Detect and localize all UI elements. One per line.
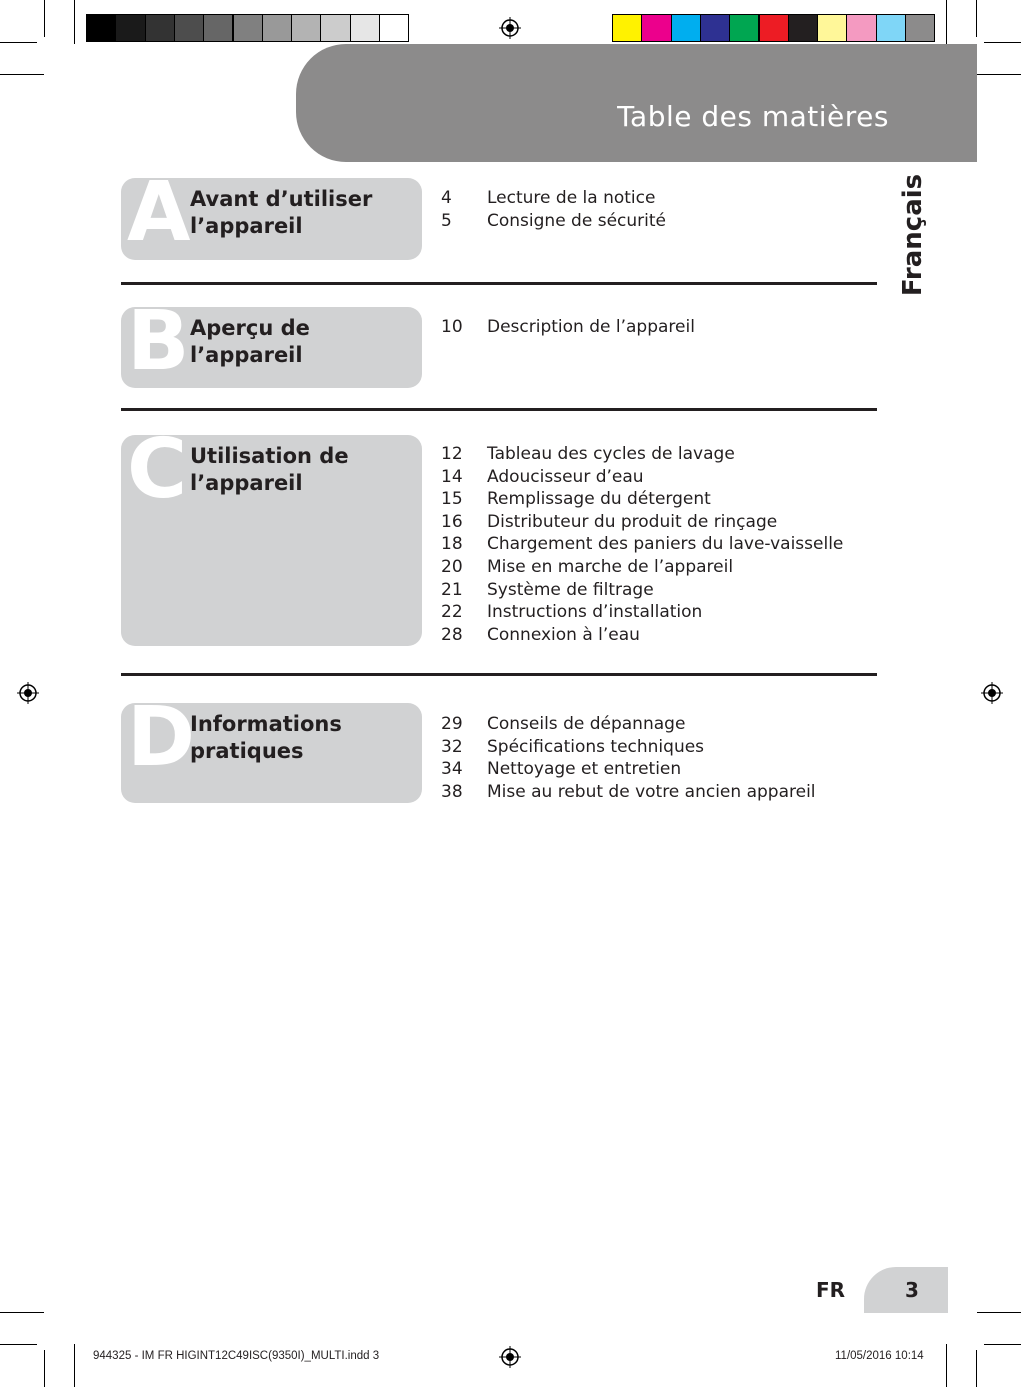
crop-mark [44, 0, 45, 37]
toc-entry-title: Mise au rebut de votre ancien appareil [487, 781, 816, 802]
crop-mark [0, 42, 37, 43]
color-swatch [876, 14, 906, 42]
section-b-box [121, 307, 422, 388]
section-title: Avant d’utiliser l’appareil [190, 187, 373, 238]
section-letter: A [127, 178, 191, 260]
footer-language: FR [816, 1278, 846, 1302]
color-swatch [729, 14, 759, 42]
registration-mark-icon [499, 17, 521, 39]
toc-page-number: 14 [441, 466, 463, 487]
color-swatch [115, 14, 145, 42]
toc-entry[interactable] [441, 443, 843, 466]
section-b-entries [441, 316, 695, 339]
toc-page-number: 38 [441, 781, 463, 802]
section-letter: B [127, 307, 190, 388]
toc-entry[interactable] [441, 713, 816, 736]
color-swatch [905, 14, 935, 42]
color-swatch [350, 14, 380, 42]
color-swatch [320, 14, 350, 42]
color-swatch [817, 14, 847, 42]
color-swatch [145, 14, 175, 42]
language-side-tab: Français [898, 173, 928, 297]
section-divider [121, 282, 877, 285]
toc-entry[interactable] [441, 758, 816, 781]
toc-entry-title: Mise en marche de l’appareil [487, 556, 734, 577]
section-title: Informations pratiques [190, 712, 342, 763]
section-a-entries [441, 187, 666, 232]
toc-entry-title: Conseils de dépannage [487, 714, 686, 734]
toc-entry[interactable] [441, 781, 816, 804]
crop-mark [946, 1344, 947, 1387]
crop-mark [44, 1350, 45, 1387]
toc-page-number: 29 [441, 714, 463, 734]
page-title: Table des matières [617, 100, 889, 133]
file-slug: 944325 - IM FR HIGINT12C49ISC(9350I)_MULTI.indd 3 [93, 1350, 380, 1362]
toc-entry-title: Chargement des paniers du lave-vaisselle [487, 534, 844, 555]
color-swatch [262, 14, 292, 42]
toc-page-number: 18 [441, 534, 463, 555]
color-swatch [759, 14, 789, 42]
toc-entry-title: Distributeur du produit de rinçage [487, 511, 778, 532]
crop-mark [977, 1312, 1021, 1313]
registration-mark-icon [499, 1346, 521, 1368]
toc-page-number: 34 [441, 759, 463, 780]
toc-page-number: 32 [441, 736, 463, 757]
toc-entry-title: Lecture de la notice [487, 188, 656, 208]
toc-page-number: 20 [441, 556, 463, 577]
toc-entry[interactable] [441, 533, 843, 556]
section-divider [121, 408, 877, 411]
toc-page-number: 5 [441, 210, 452, 231]
crop-mark [946, 0, 947, 44]
toc-entry-title: Système de filtrage [487, 579, 654, 600]
section-c-entries [441, 443, 843, 646]
color-swatch [846, 14, 876, 42]
toc-entry[interactable] [441, 624, 843, 647]
page-number: 3 [905, 1278, 919, 1302]
toc-page-number: 22 [441, 602, 463, 623]
crop-mark [0, 74, 44, 75]
color-swatch [671, 14, 701, 42]
toc-entry-title: Connexion à l’eau [487, 624, 640, 645]
section-title: Aperçu de l’appareil [190, 316, 310, 367]
section-c-box [121, 435, 422, 646]
section-letter: C [127, 435, 188, 517]
crop-mark [0, 1312, 44, 1313]
color-swatch [233, 14, 263, 42]
section-title: Utilisation de l’appareil [190, 444, 349, 495]
toc-entry-title: Description de l’appareil [487, 317, 695, 337]
toc-page-number: 12 [441, 444, 463, 464]
section-divider [121, 673, 877, 676]
color-swatch [700, 14, 730, 42]
section-a-box [121, 178, 422, 260]
color-swatch [291, 14, 321, 42]
toc-page-number: 21 [441, 579, 463, 600]
toc-entry[interactable] [441, 488, 843, 511]
toc-entry[interactable] [441, 579, 843, 602]
toc-page-number: 10 [441, 317, 463, 337]
section-d-entries [441, 713, 816, 803]
color-swatch [641, 14, 671, 42]
color-swatch [174, 14, 204, 42]
color-swatch [86, 14, 116, 42]
toc-entry-title: Consigne de sécurité [487, 210, 666, 231]
toc-entry[interactable] [441, 466, 843, 489]
toc-page-number: 15 [441, 489, 463, 510]
toc-entry[interactable] [441, 187, 666, 210]
toc-entry-title: Instructions d’installation [487, 602, 703, 623]
toc-entry[interactable] [441, 210, 666, 233]
toc-page-number: 16 [441, 511, 463, 532]
toc-entry[interactable] [441, 601, 843, 624]
toc-entry[interactable] [441, 316, 695, 339]
color-swatch [203, 14, 233, 42]
toc-entry-title: Spécifications techniques [487, 736, 705, 757]
crop-mark [74, 0, 75, 44]
color-swatch [788, 14, 818, 42]
crop-mark [984, 1344, 1021, 1345]
toc-entry[interactable] [441, 556, 843, 579]
toc-entry[interactable] [441, 736, 816, 759]
toc-entry-title: Remplissage du détergent [487, 489, 711, 510]
color-swatch [612, 14, 642, 42]
registration-mark-icon [17, 682, 39, 704]
date-slug: 11/05/2016 10:14 [835, 1350, 924, 1362]
crop-mark [74, 1344, 75, 1387]
toc-entry-title: Nettoyage et entretien [487, 759, 682, 780]
registration-mark-icon [981, 682, 1003, 704]
color-swatch [379, 14, 409, 42]
crop-mark [0, 1344, 37, 1345]
toc-page-number: 4 [441, 188, 452, 208]
crop-mark [984, 42, 1021, 43]
toc-entry-title: Tableau des cycles de lavage [487, 444, 735, 464]
toc-entry-title: Adoucisseur d’eau [487, 466, 644, 487]
crop-mark [976, 0, 977, 37]
toc-entry[interactable] [441, 511, 843, 534]
crop-mark [976, 1350, 977, 1387]
toc-page-number: 28 [441, 624, 463, 645]
crop-mark [977, 74, 1021, 75]
section-letter: D [127, 703, 196, 785]
section-d-box [121, 703, 422, 803]
